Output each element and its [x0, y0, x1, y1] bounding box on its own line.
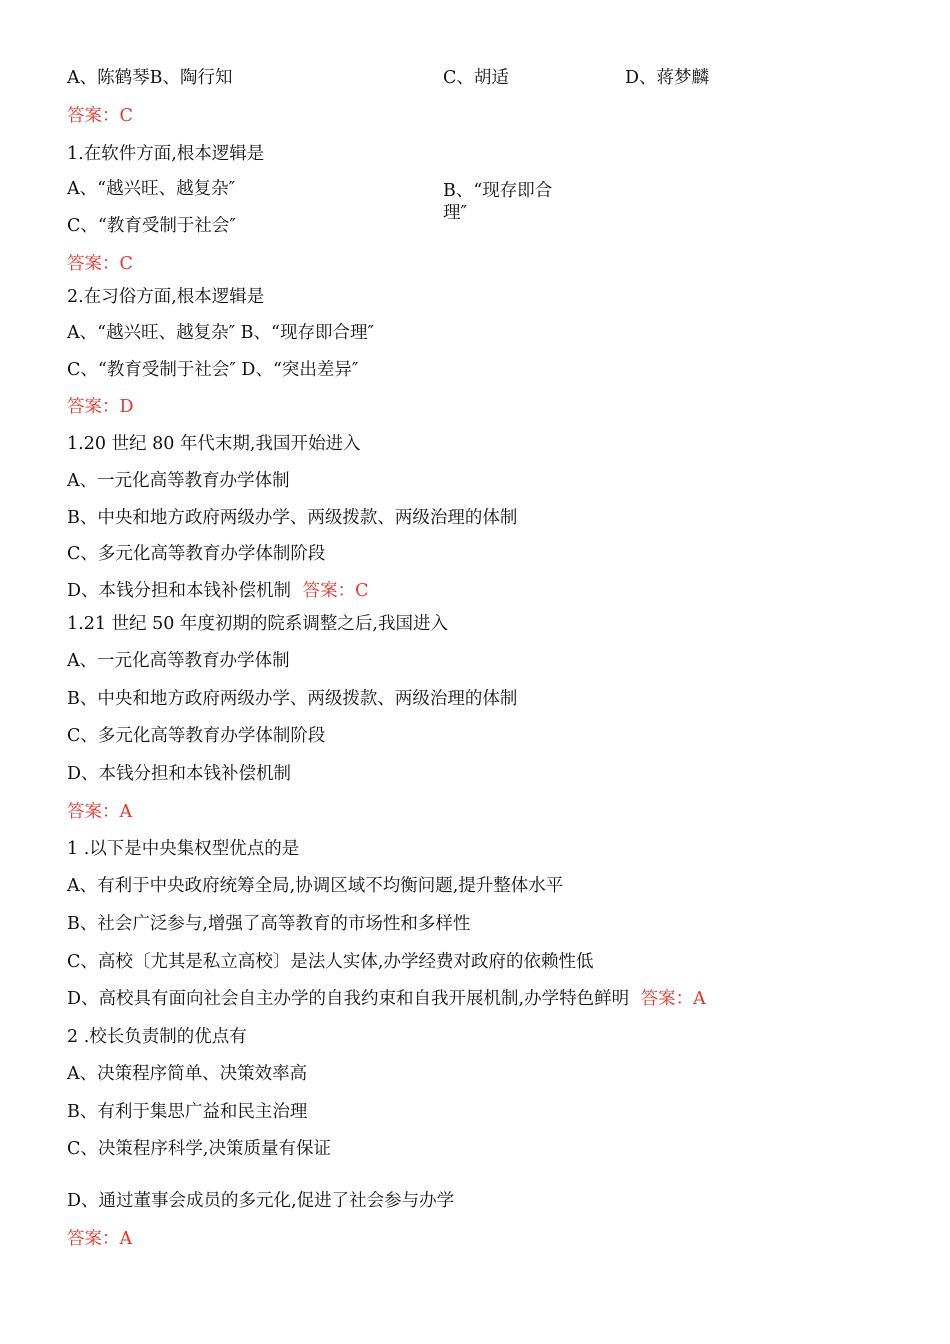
option-a: A、“越兴旺、越复杂″: [67, 179, 236, 199]
option-d: D、通过董事会成员的多元化,促进了社会参与办学: [67, 1191, 455, 1211]
answer-6: 答案：A: [67, 1229, 133, 1249]
options-ab: A、“越兴旺、越复杂″ B、“现存即合理″: [67, 323, 375, 343]
option-b: B、中央和地方政府两级办学、两级拨款、两级治理的体制: [67, 508, 518, 528]
answer-2: 答案：D: [67, 397, 134, 417]
option-b: B、有利于集思广益和民主治理: [67, 1102, 308, 1122]
option-d: D、高校具有面向社会自主办学的自我约束和自我开展机制,办学特色鲜明: [67, 989, 630, 1009]
answer-5: 答案：A: [640, 989, 706, 1009]
question-5: 1 .以下是中央集权型优点的是: [67, 839, 300, 859]
options-row-0: [67, 67, 233, 89]
option-a: A、一元化高等教育办学体制: [67, 471, 290, 491]
option-a: A、决策程序简单、决策效率高: [67, 1064, 308, 1084]
answer-3: 答案：C: [302, 581, 369, 601]
option-d: D、蒋梦麟: [625, 68, 710, 88]
option-a: A、陈鹤琴: [67, 68, 150, 88]
question-2: 2.在习俗方面,根本逻辑是: [67, 287, 265, 307]
question-3: 1.20 世纪 80 年代末期,我国开始进入: [67, 434, 361, 454]
question-1: 1.在软件方面,根本逻辑是: [67, 144, 265, 164]
option-c: C、多元化高等教育办学体制阶段: [67, 544, 326, 564]
answer-1: 答案：C: [67, 254, 133, 274]
option-d-with-answer: [67, 988, 706, 1010]
answer-4: 答案：A: [67, 802, 133, 822]
option-c: C、“教育受制于社会″: [67, 216, 236, 236]
option-c: C、胡适: [443, 68, 509, 88]
option-d: D、本钱分担和本钱补偿机制: [67, 764, 292, 784]
question-6: 2 .校长负责制的优点有: [67, 1027, 247, 1047]
option-d-with-answer: [67, 580, 369, 602]
question-4: 1.21 世纪 50 年度初期的院系调整之后,我国进入: [67, 614, 448, 634]
option-b: B、陶行知: [149, 68, 233, 88]
option-d: D、本钱分担和本钱补偿机制: [67, 581, 292, 601]
option-a: A、有利于中央政府统筹全局,协调区域不均衡问题,提升整体水平: [67, 876, 564, 896]
option-c: C、决策程序科学,决策质量有保证: [67, 1139, 331, 1159]
option-b-line1: B、“现存即合: [443, 181, 553, 201]
answer-0: 答案：C: [67, 106, 133, 126]
option-a: A、一元化高等教育办学体制: [67, 651, 290, 671]
option-b: B、社会广泛参与,增强了高等教育的市场性和多样性: [67, 914, 471, 934]
option-b-line2: 理″: [443, 203, 468, 223]
option-c: C、高校〔尤其是私立高校〕是法人实体,办学经费对政府的依赖性低: [67, 952, 594, 972]
options-cd: C、“教育受制于社会″ D、“突出差异″: [67, 360, 359, 380]
option-b: B、中央和地方政府两级办学、两级拨款、两级治理的体制: [67, 689, 518, 709]
option-c: C、多元化高等教育办学体制阶段: [67, 726, 326, 746]
